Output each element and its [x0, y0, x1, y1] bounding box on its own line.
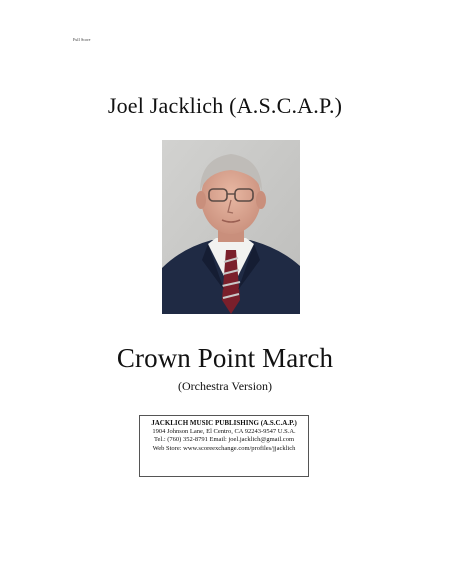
- composer-name: Joel Jacklich (A.S.C.A.P.): [107, 93, 343, 118]
- publisher-contact: Tel.: (760) 352-8791 Email: joel.jacklich@gmail.com: [153, 436, 294, 444]
- work-title: Crown Point March: [116, 343, 334, 373]
- work-subtitle: (Orchestra Version): [177, 379, 273, 393]
- publisher-address: 1904 Johnson Lane, El Centro, CA 92243-9547 U.S.A.: [152, 427, 296, 435]
- composer-photo: [162, 140, 300, 314]
- publisher-web-store: Web Store: www.scoreexchange.com/profiles/jjacklich: [152, 444, 296, 452]
- publisher-name: JACKLICH MUSIC PUBLISHING (A.S.C.A.P.): [151, 419, 297, 427]
- score-type-label: Full Score: [73, 37, 91, 42]
- publisher-info-box: [139, 415, 309, 477]
